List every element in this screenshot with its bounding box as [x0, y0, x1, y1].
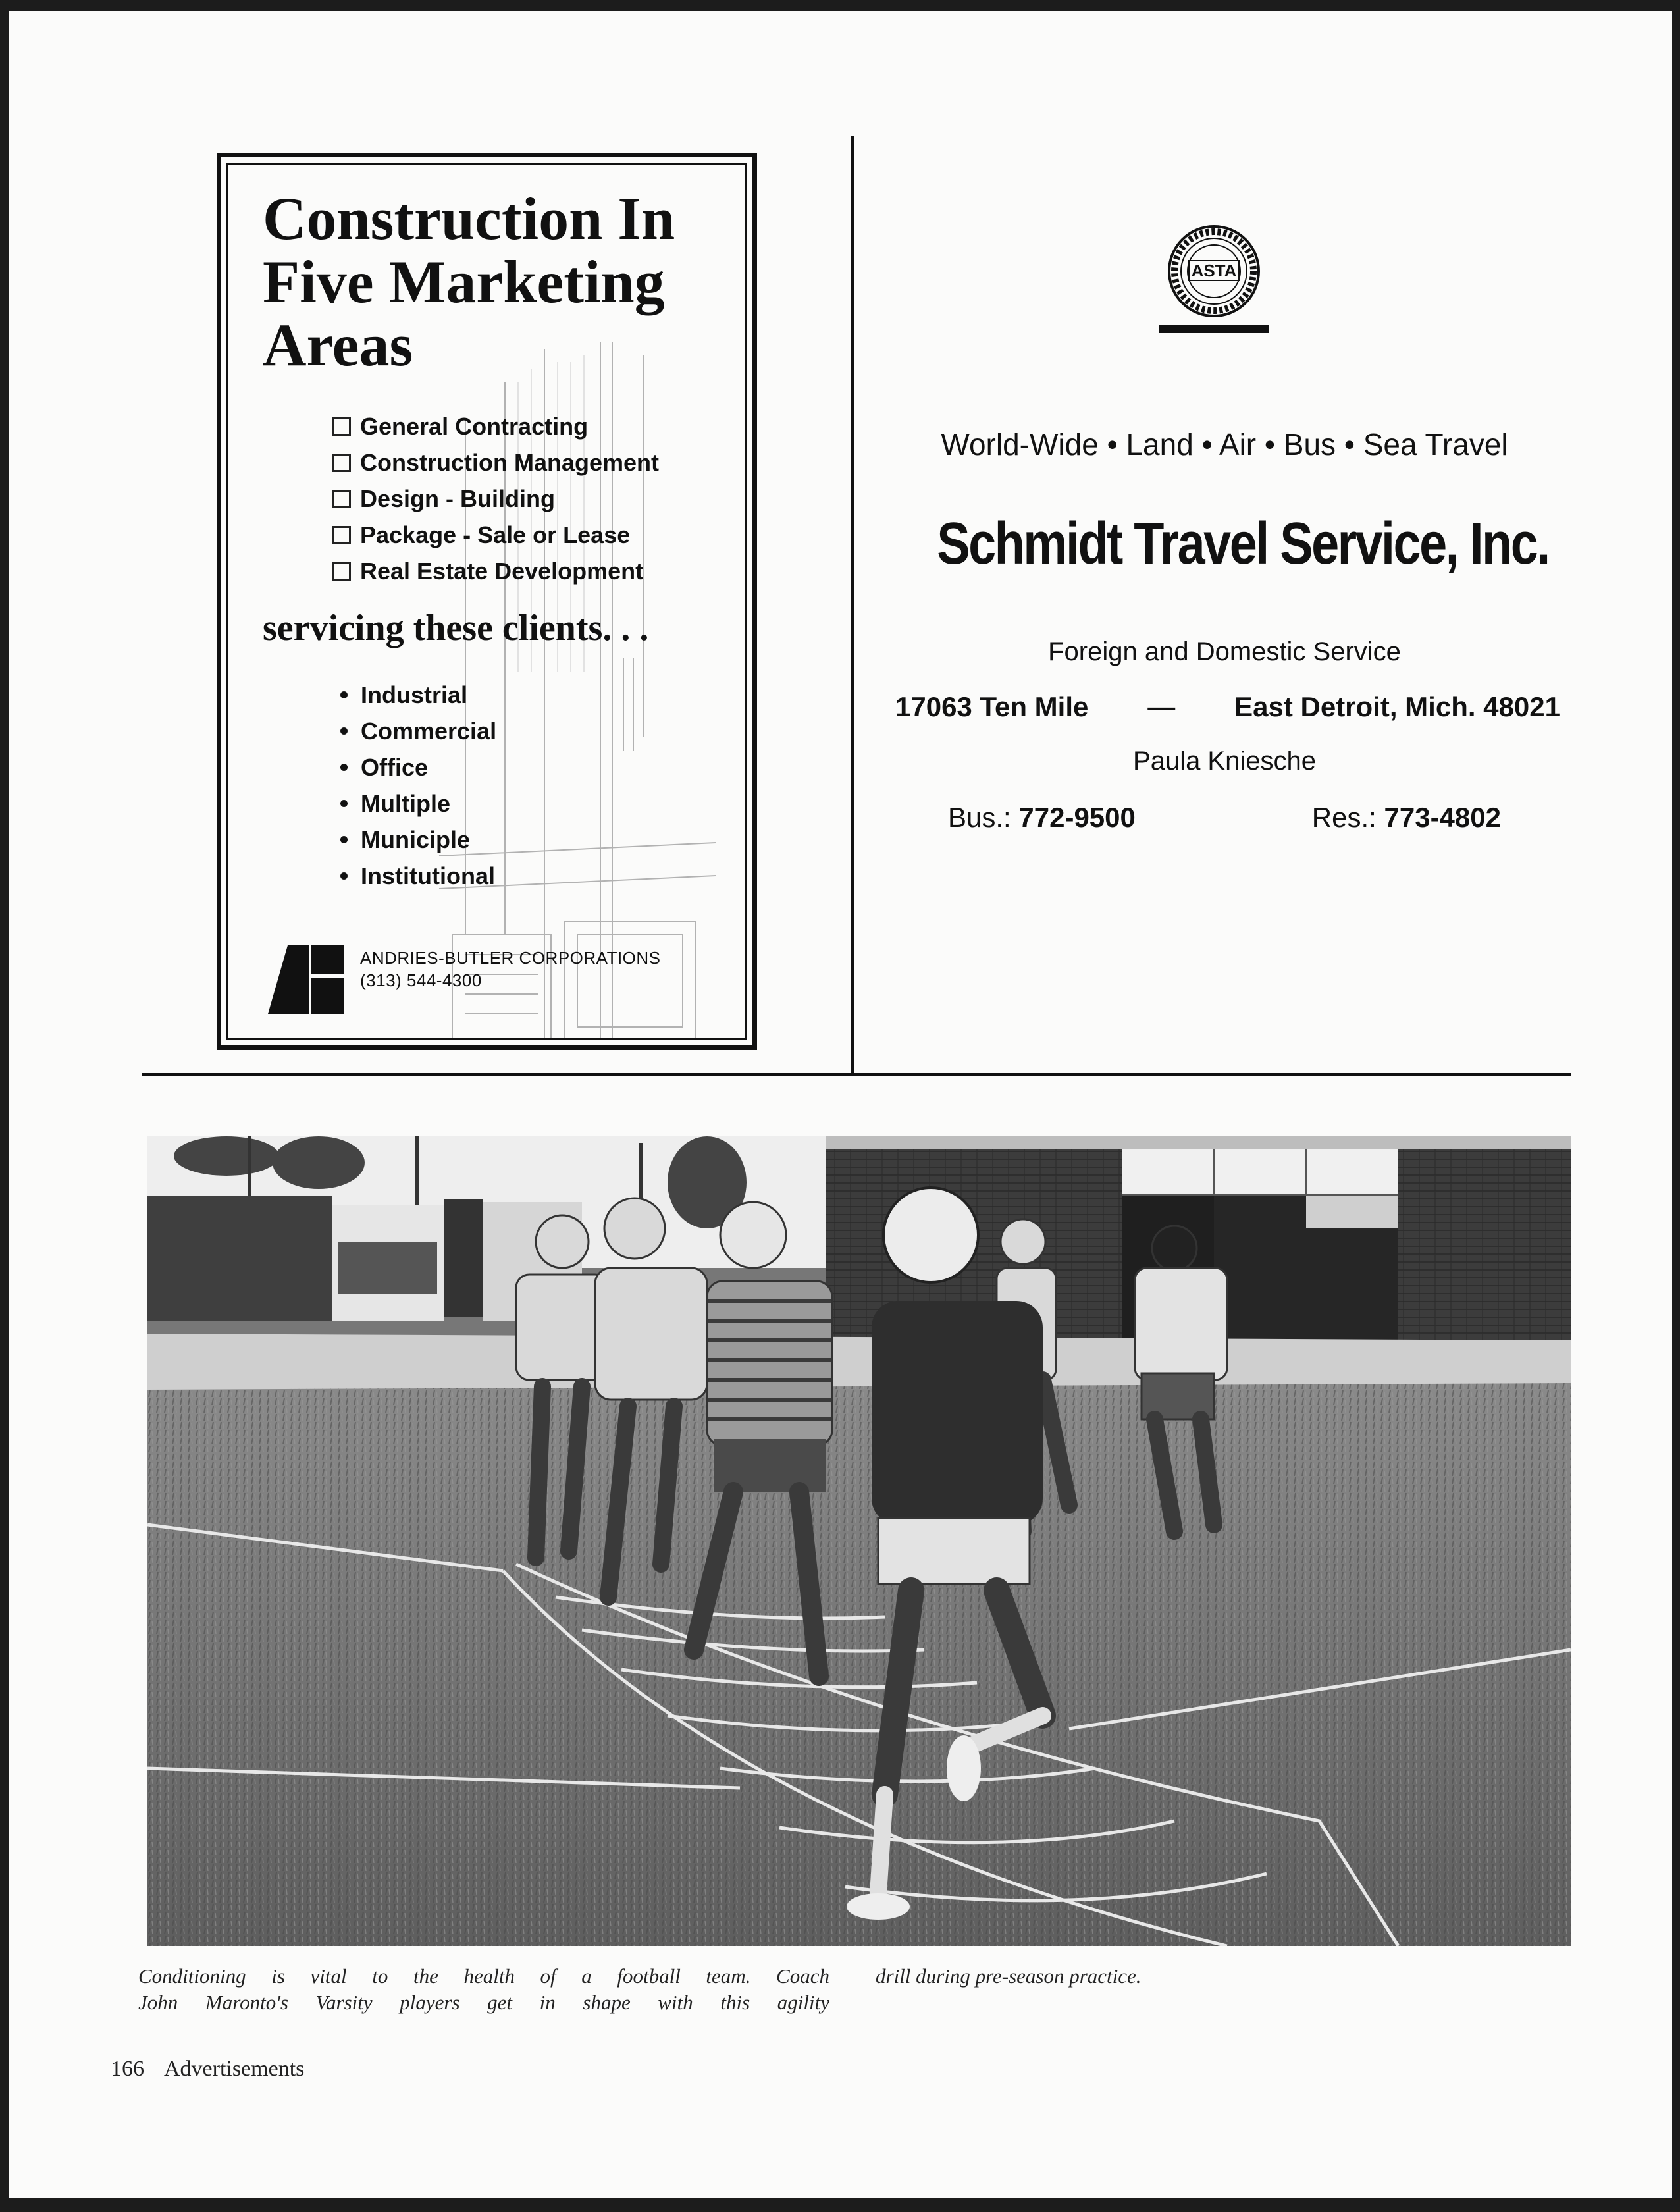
service-label: General Contracting	[360, 413, 589, 440]
client-label: Municiple	[361, 826, 471, 853]
travel-company-name: Schmidt Travel Service, Inc.	[937, 511, 1549, 577]
horizontal-divider	[142, 1073, 1571, 1076]
construction-headline	[263, 187, 723, 377]
photo-caption-line: drill during pre-season practice.	[876, 1964, 1142, 1988]
travel-address	[895, 691, 1560, 723]
business-number: 772-9500	[1018, 802, 1136, 833]
client-item	[340, 785, 496, 822]
travel-phones	[948, 802, 1501, 833]
construction-ad-inner-border	[226, 163, 747, 1040]
client-item	[340, 822, 496, 858]
service-item	[332, 444, 659, 481]
headline-line: Construction In	[263, 185, 675, 252]
travel-tagline: Foreign and Domestic Service	[1048, 637, 1401, 666]
checkbox-icon	[332, 454, 351, 472]
residence-label: Res.:	[1311, 802, 1377, 833]
client-label: Office	[361, 754, 429, 781]
travel-city: East Detroit, Mich. 48021	[1234, 691, 1560, 722]
residence-phone	[1312, 802, 1501, 833]
service-item	[332, 408, 659, 444]
checkbox-icon	[332, 526, 351, 544]
address-dash: —	[1147, 691, 1176, 722]
photo-caption-line: Conditioning is vital to the health of a football team. Coach	[138, 1964, 829, 1988]
bullet-icon	[340, 764, 348, 771]
residence-number: 773-4802	[1384, 802, 1501, 833]
checkbox-icon	[332, 490, 351, 508]
bullet-icon	[340, 691, 348, 698]
client-item	[340, 749, 496, 785]
vertical-divider	[851, 136, 854, 1074]
photo-caption-line: John Maronto's Varsity players get in shape with this agility	[138, 1991, 829, 2014]
company-name: ANDRIES-BUTLER CORPORATIONS	[360, 948, 661, 968]
travel-street: 17063 Ten Mile	[895, 691, 1089, 722]
service-label: Construction Management	[360, 449, 660, 476]
asta-logo-text: ASTA	[1191, 261, 1237, 280]
client-label: Institutional	[361, 862, 495, 889]
client-label: Multiple	[361, 790, 450, 817]
bullet-icon	[340, 800, 348, 807]
photo-illustration	[147, 1136, 1571, 1946]
bullet-icon	[340, 836, 348, 843]
company-info	[360, 947, 661, 991]
travel-modes: World-Wide • Land • Air • Bus • Sea Travel	[941, 427, 1508, 461]
company-phone: (313) 544-4300	[360, 970, 482, 990]
bullet-icon	[340, 727, 348, 735]
client-label: Commercial	[361, 718, 497, 745]
services-list	[332, 408, 659, 589]
client-item	[340, 713, 496, 749]
business-label: Bus.:	[948, 802, 1011, 833]
travel-contact: Paula Kniesche	[1133, 747, 1316, 776]
construction-ad	[217, 153, 757, 1050]
checkbox-icon	[332, 562, 351, 581]
bullet-icon	[340, 872, 348, 880]
asta-seal-logo	[1156, 224, 1272, 334]
client-item	[340, 677, 496, 713]
client-item	[340, 858, 496, 894]
page-number: 166	[111, 2057, 144, 2081]
service-label: Package - Sale or Lease	[360, 521, 631, 548]
service-item	[332, 481, 659, 517]
service-label: Design - Building	[360, 485, 555, 512]
page-footer	[111, 2057, 324, 2082]
football-practice-photo	[147, 1136, 1571, 1946]
service-item	[332, 553, 659, 589]
headline-line: Areas	[263, 311, 413, 379]
headline-line: Five Marketing	[263, 248, 665, 315]
clients-list	[340, 677, 496, 894]
client-label: Industrial	[361, 681, 468, 708]
checkbox-icon	[332, 417, 351, 436]
business-phone	[948, 802, 1136, 833]
andries-butler-logo-icon	[268, 945, 344, 1014]
service-item	[332, 517, 659, 553]
section-name: Advertisements	[164, 2057, 305, 2081]
clients-heading: servicing these clients. . .	[263, 608, 649, 648]
service-label: Real Estate Development	[360, 558, 644, 585]
